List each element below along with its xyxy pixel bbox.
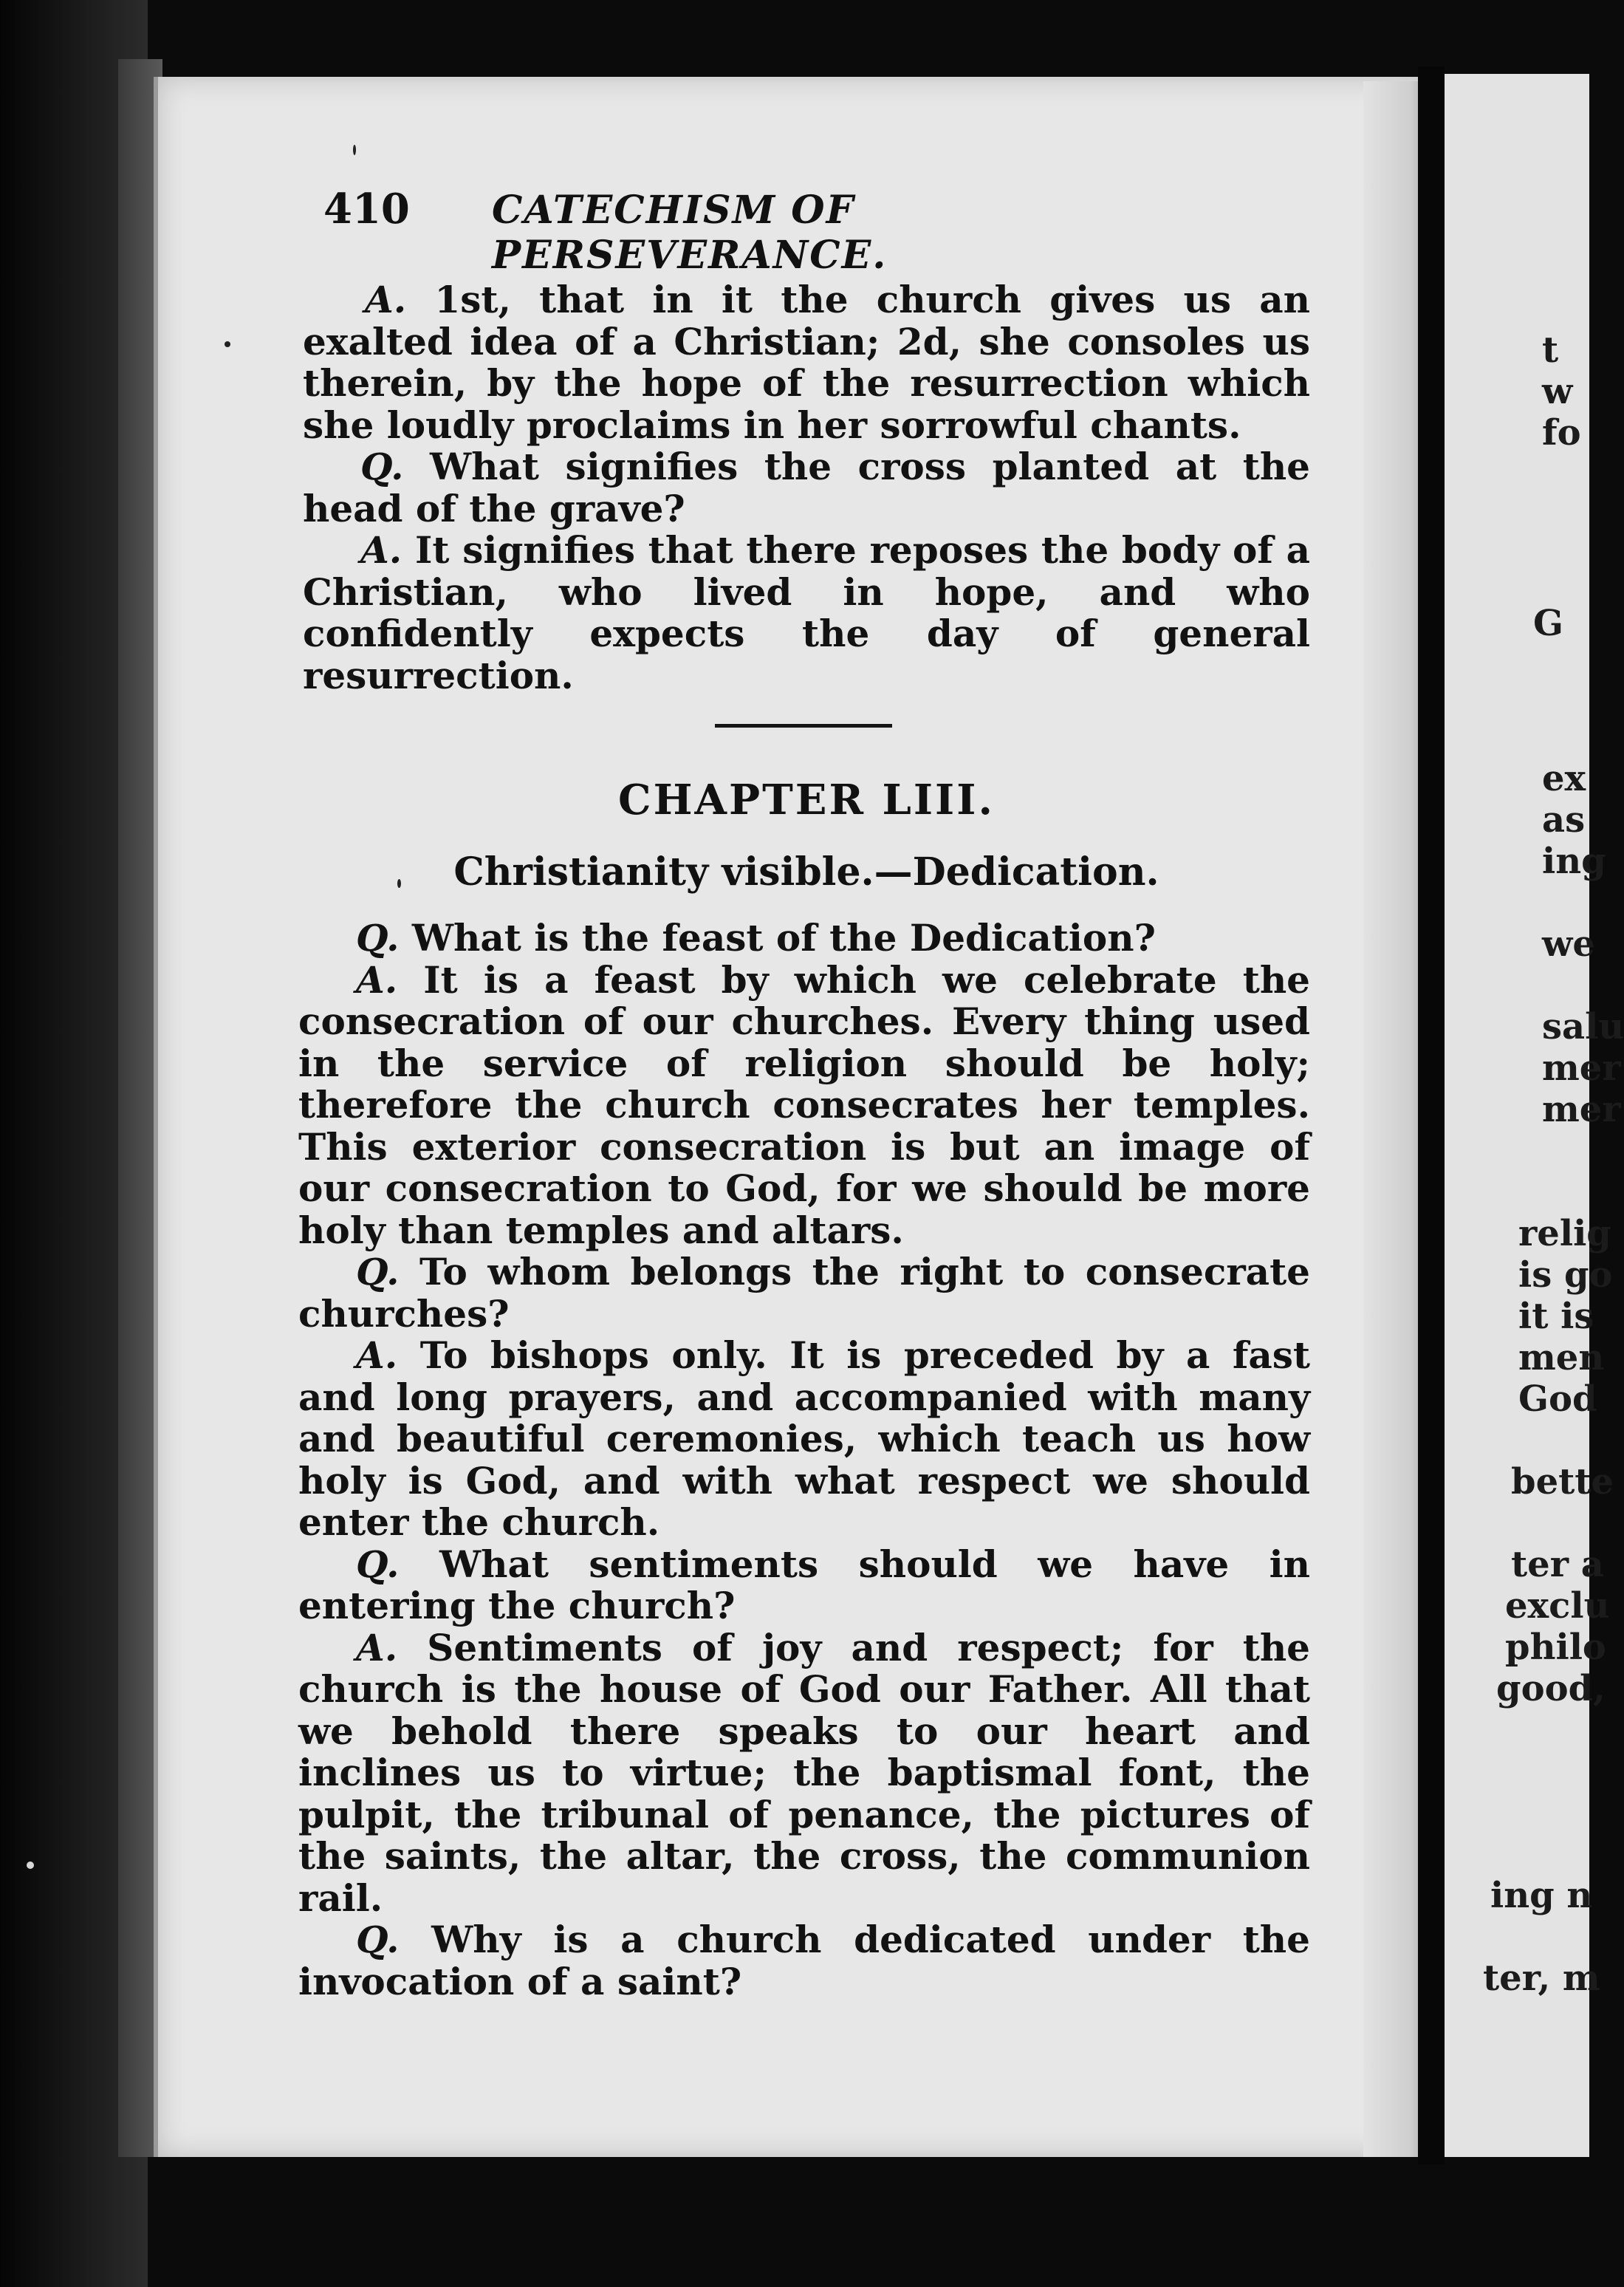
- facing-page-fragment: salu: [1542, 1006, 1624, 1047]
- qa-paragraph: [303, 446, 1310, 530]
- qa-paragraph: [298, 1627, 1310, 1920]
- facing-page-fragment: it is: [1518, 1296, 1594, 1337]
- qa-text: What is the feast of the Dedication?: [411, 916, 1156, 960]
- scan-speck: [397, 879, 401, 888]
- scan-speck: [353, 145, 356, 155]
- scan-speck: [27, 1862, 34, 1869]
- facing-page-fragment: is go: [1518, 1254, 1613, 1296]
- qa-paragraph: [298, 1544, 1310, 1627]
- facing-page-fragment: ing n: [1490, 1875, 1593, 1916]
- qa-text: Why is a church dedicated under the invocation of a saint?: [298, 1918, 1310, 2003]
- qa-lead: Q.: [356, 1250, 400, 1293]
- qa-paragraph: [298, 917, 1310, 960]
- qa-text: To bishops only. It is preceded by a fast and long prayers, and accompanied with many and beautiful ceremonies, which teach us how holy is God, and with what respect we should enter the church.: [298, 1333, 1310, 1544]
- facing-page-fragment: philo: [1505, 1627, 1606, 1668]
- facing-page-fragment: ter, m: [1483, 1958, 1600, 1999]
- qa-lead: Q.: [356, 916, 400, 960]
- qa-text: 1st, that in it the church gives us an exalted idea of a Christian; 2d, she consoles us therein, by the hope of the resurrection which she loudly proclaims in her sorrowful chants.: [303, 278, 1310, 447]
- facing-page-fragment: as: [1542, 799, 1586, 841]
- qa-paragraph: [303, 530, 1310, 697]
- qa-lead: A.: [356, 1625, 398, 1669]
- qa-text: It signifies that there reposes the body of a Christian, who lived in hope, and who confidently expects the day of general resurrection.: [303, 528, 1310, 697]
- scan-speck: [225, 341, 230, 347]
- qa-text: Sentiments of joy and respect; for the church is the house of God our Father. All that we behold there speaks to our heart and inclines us to virtue; the baptismal font, the pulpit, the tribunal of penance, the pictures of the saints, the altar, the cross, the communion rail.: [298, 1625, 1310, 1920]
- chapter-qa-block: [298, 917, 1310, 2003]
- facing-page-fragment: mer: [1542, 1089, 1621, 1130]
- running-head: [323, 185, 1180, 278]
- facing-page-fragment: men: [1518, 1337, 1605, 1378]
- facing-page-fragment: t: [1542, 329, 1559, 371]
- qa-lead: A.: [356, 957, 398, 1002]
- facing-page-fragment: bette: [1511, 1461, 1614, 1503]
- qa-lead: A.: [365, 278, 407, 321]
- facing-page-fragment: good,: [1496, 1668, 1606, 1709]
- facing-page-fragment: w: [1542, 371, 1573, 412]
- qa-lead: A.: [356, 1333, 398, 1377]
- section-divider: [715, 724, 892, 728]
- qa-paragraph: [298, 1335, 1310, 1544]
- qa-text: It is a feast by which we celebrate the consecration of our churches. Every thing used in the service of religion should be holy; therefore the church consecrates her temples. This exterior consecration is but an image of our consecration to God, for we should be more holy than temples and altars.: [298, 957, 1310, 1252]
- facing-page-fragment: we: [1542, 923, 1595, 965]
- chapter-title: CHAPTER LIII.: [618, 776, 995, 824]
- facing-page-fragment: mer: [1542, 1047, 1621, 1089]
- book-spine: [1418, 66, 1445, 2164]
- running-title: CATECHISM OF PERSEVERANCE.: [492, 188, 888, 278]
- qa-text: What sentiments should we have in entering the church?: [298, 1542, 1310, 1627]
- facing-page-fragment: ex: [1542, 758, 1586, 799]
- qa-lead: Q.: [356, 1918, 400, 1961]
- qa-text: To whom belongs the right to consecrate churches?: [298, 1250, 1310, 1336]
- qa-text: What signifies the cross planted at the head of the grave?: [303, 445, 1310, 530]
- top-qa-block: [303, 279, 1310, 697]
- facing-page-fragment: God: [1518, 1378, 1597, 1420]
- facing-page-fragment: G: [1533, 603, 1563, 644]
- qa-paragraph: [298, 1251, 1310, 1335]
- qa-paragraph: [298, 1919, 1310, 2003]
- facing-page-fragment: exclu: [1505, 1585, 1610, 1627]
- qa-lead: A.: [360, 528, 402, 572]
- facing-page-fragment: relig: [1518, 1213, 1611, 1254]
- page-number: 410: [323, 185, 410, 233]
- qa-paragraph: [298, 957, 1310, 1252]
- facing-page-fragment: ter a: [1511, 1544, 1604, 1585]
- facing-page-fragment: fo: [1542, 412, 1581, 454]
- facing-page-fragment: ing: [1542, 841, 1606, 882]
- chapter-subtitle: Christianity visible.—Dedication.: [453, 849, 1159, 895]
- qa-paragraph: [303, 279, 1310, 446]
- qa-lead: Q.: [360, 445, 404, 488]
- facing-page: [1445, 74, 1624, 2157]
- qa-lead: Q.: [356, 1542, 400, 1586]
